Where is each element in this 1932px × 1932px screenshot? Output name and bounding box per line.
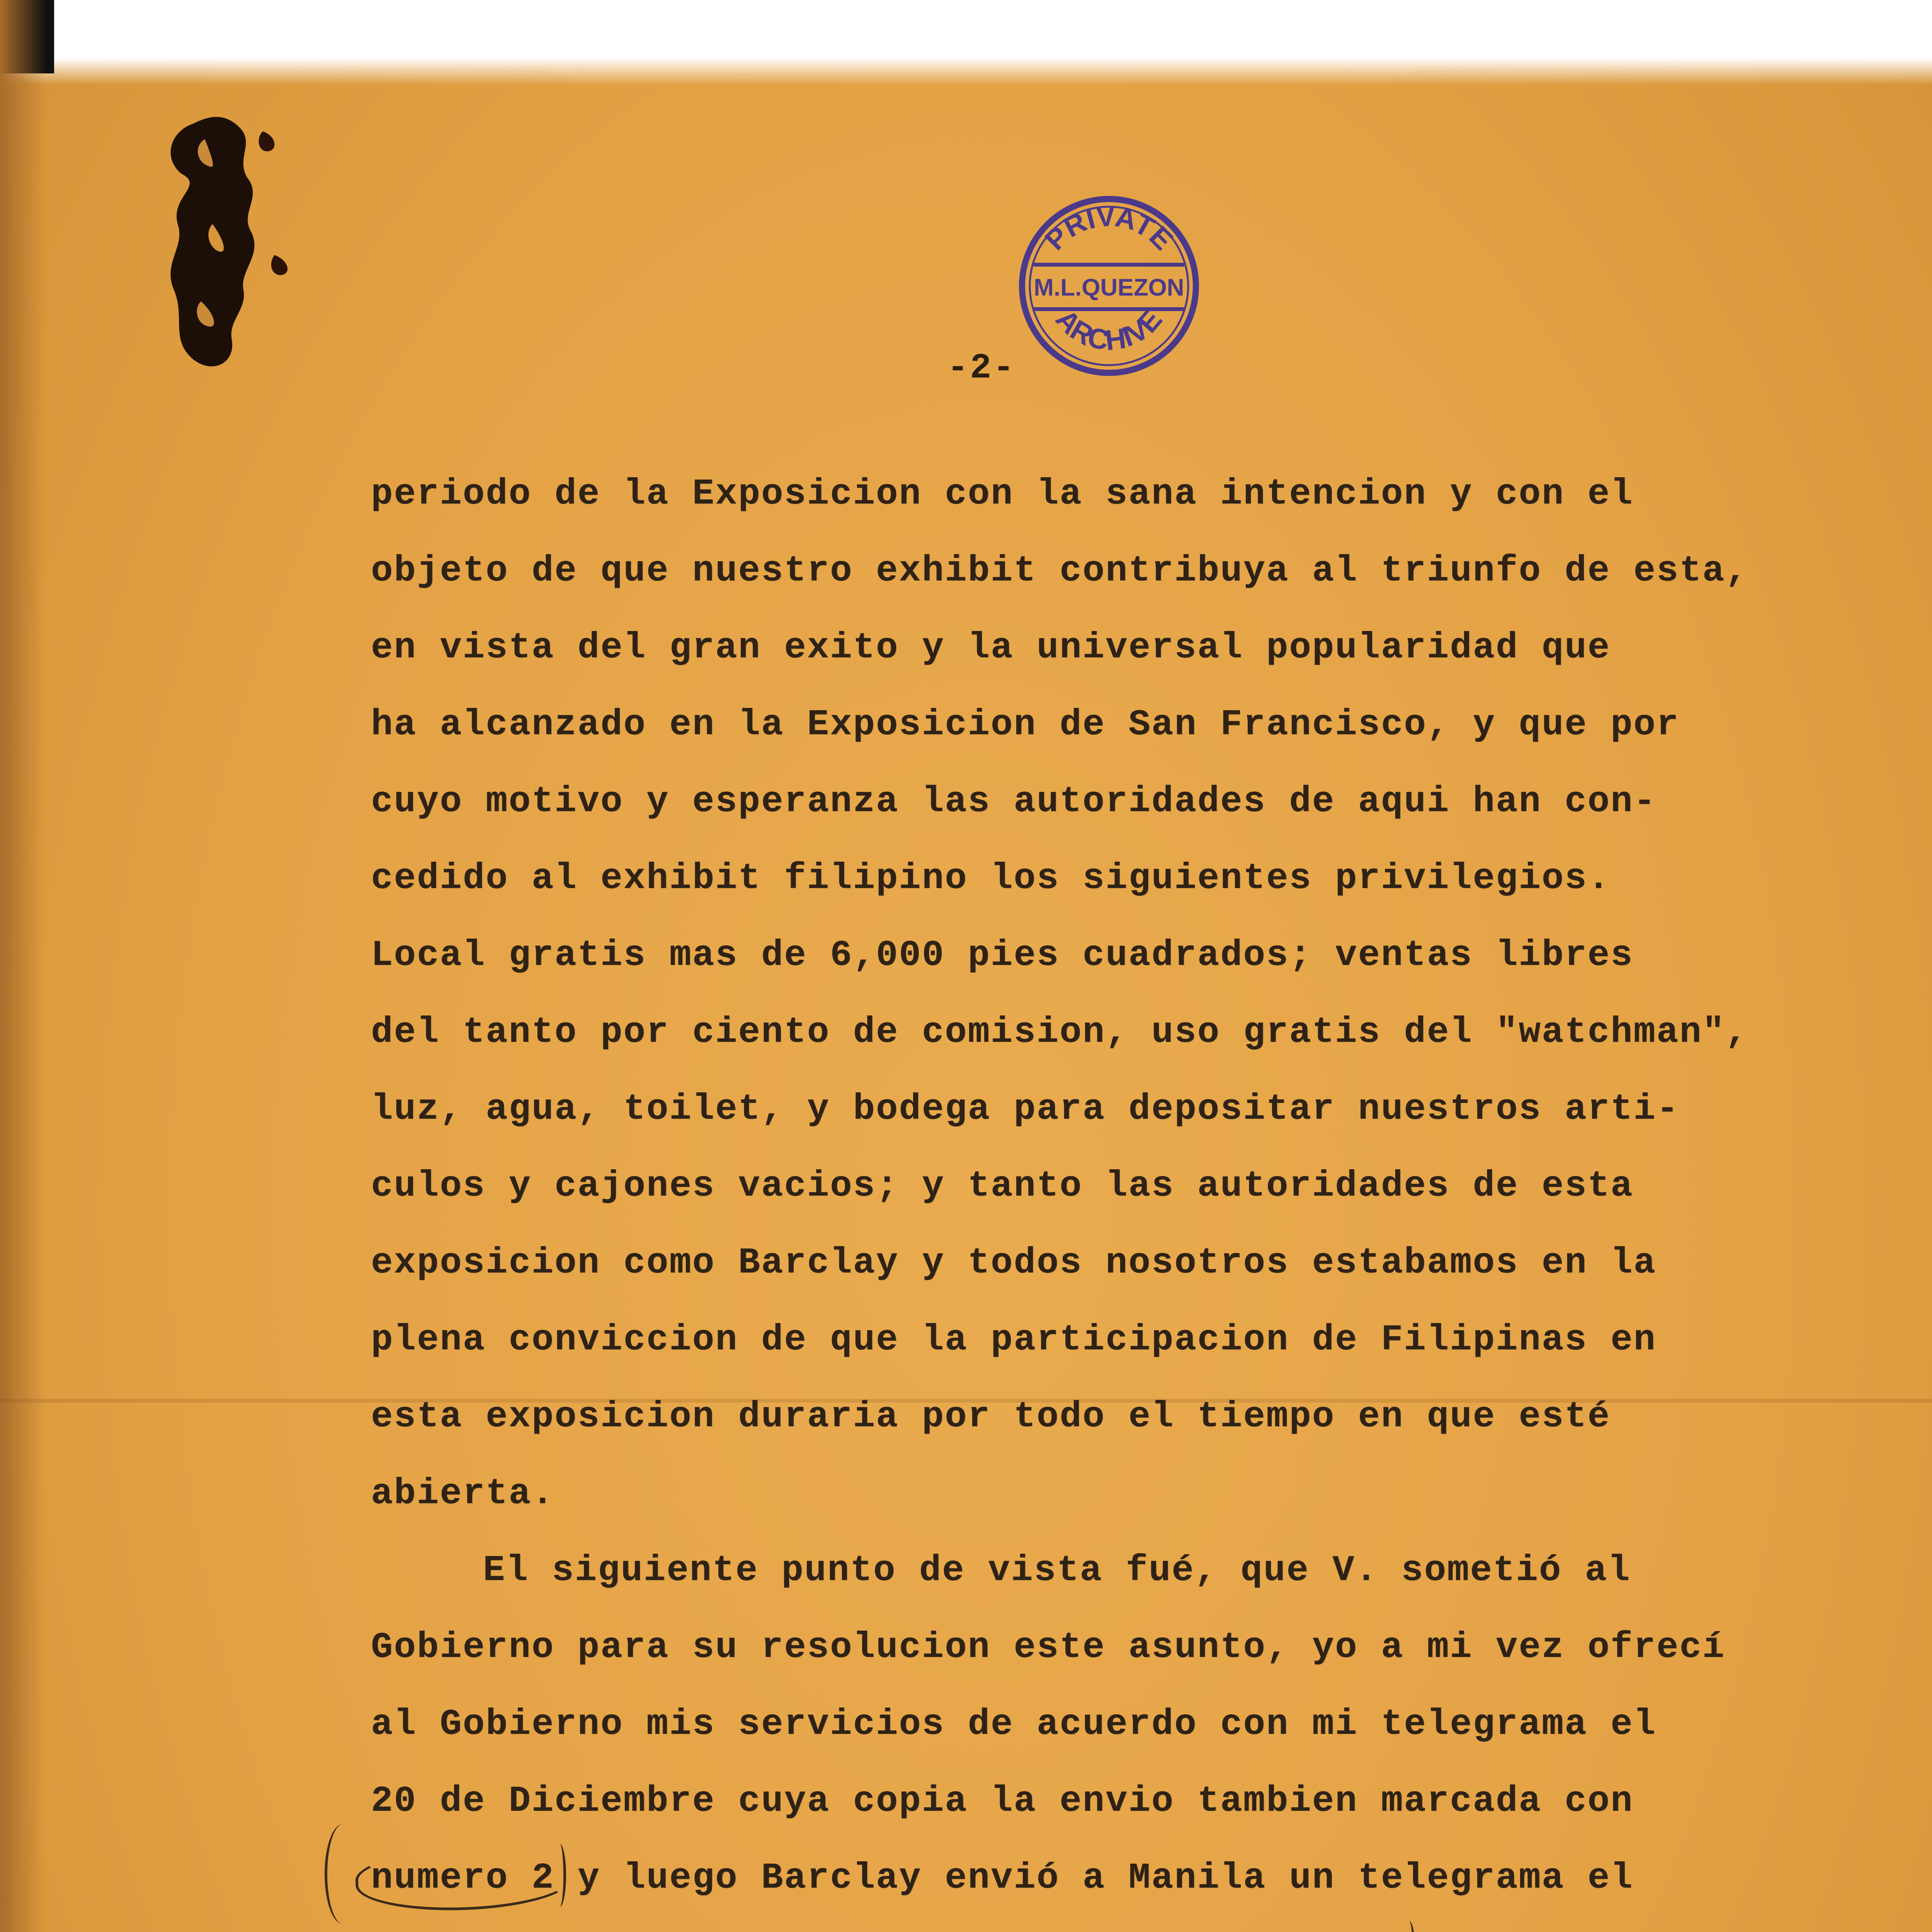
text-line: exposicion como Barclay y todos nosotros estabamos en la — [371, 1243, 1656, 1284]
text-line: Gobierno para su resolucion este asunto, yo a mi vez ofrecí — [371, 1627, 1726, 1668]
burn-stain — [147, 108, 317, 379]
text-line: en vista del gran exito y la universal popularidad que — [371, 628, 1611, 668]
text-fragment: y luego Barclay envió a Manila un telegrama el — [554, 1858, 1634, 1899]
text-line: esta exposicion duraria por todo el tiempo en que esté — [371, 1396, 1611, 1437]
handwritten-bracket — [325, 1824, 362, 1924]
stamp-center-text: M.L.QUEZON — [1034, 274, 1184, 301]
archive-stamp — [1009, 185, 1209, 386]
text-line: ha alcanzado en la Exposicion de San Francisco, y que por — [371, 704, 1680, 745]
text-line: cedido al exhibit filipino los siguientes privilegios. — [371, 858, 1611, 899]
text-line: cuyo motivo y esperanza las autoridades de aqui han con- — [371, 781, 1656, 822]
circled-reference: numero 2 — [371, 1840, 554, 1917]
text-line — [371, 1840, 1801, 1917]
text-line: del tanto por ciento de comision, uso gratis del "watchman", — [371, 1012, 1748, 1053]
text-line: periodo de la Exposicion con la sana intencion y con el — [371, 474, 1634, 515]
typed-letter-body — [371, 456, 1801, 1932]
text-line: 20 de Diciembre cuya copia la envio tambien marcada con — [371, 1781, 1634, 1822]
text-line: objeto de que nuestro exhibit contribuya al triunfo de esta, — [371, 551, 1748, 592]
text-line: al Gobierno mis servicios de acuerdo con mi telegrama el — [371, 1704, 1656, 1745]
svg-text:PRIVATE — [1039, 200, 1179, 256]
stamp-top-text: PRIVATE — [1038, 200, 1180, 256]
text-line: Local gratis mas de 6,000 pies cuadrados; ventas libres — [371, 935, 1634, 976]
stamp-bottom-text: ARCHIVE — [1049, 303, 1168, 357]
text-line: luz, agua, toilet, y bodega para depositar nuestros arti- — [371, 1089, 1680, 1130]
top-paper-edge — [0, 0, 1932, 85]
circled-reference — [1220, 1917, 1404, 1932]
svg-text:ARCHIVE — [1050, 303, 1168, 356]
text-line: culos y cajones vacios; y tanto las autoridades de esta — [371, 1166, 1634, 1207]
text-line: plena conviccion de que la participacion de Filipinas en — [371, 1320, 1656, 1361]
text-line — [371, 1917, 1801, 1932]
left-paper-edge — [0, 0, 46, 1932]
page-number: -2- — [947, 348, 1016, 388]
text-line: abierta. — [371, 1473, 555, 1514]
text-line: El siguiente punto de vista fué, que V. sometió al — [483, 1550, 1631, 1591]
